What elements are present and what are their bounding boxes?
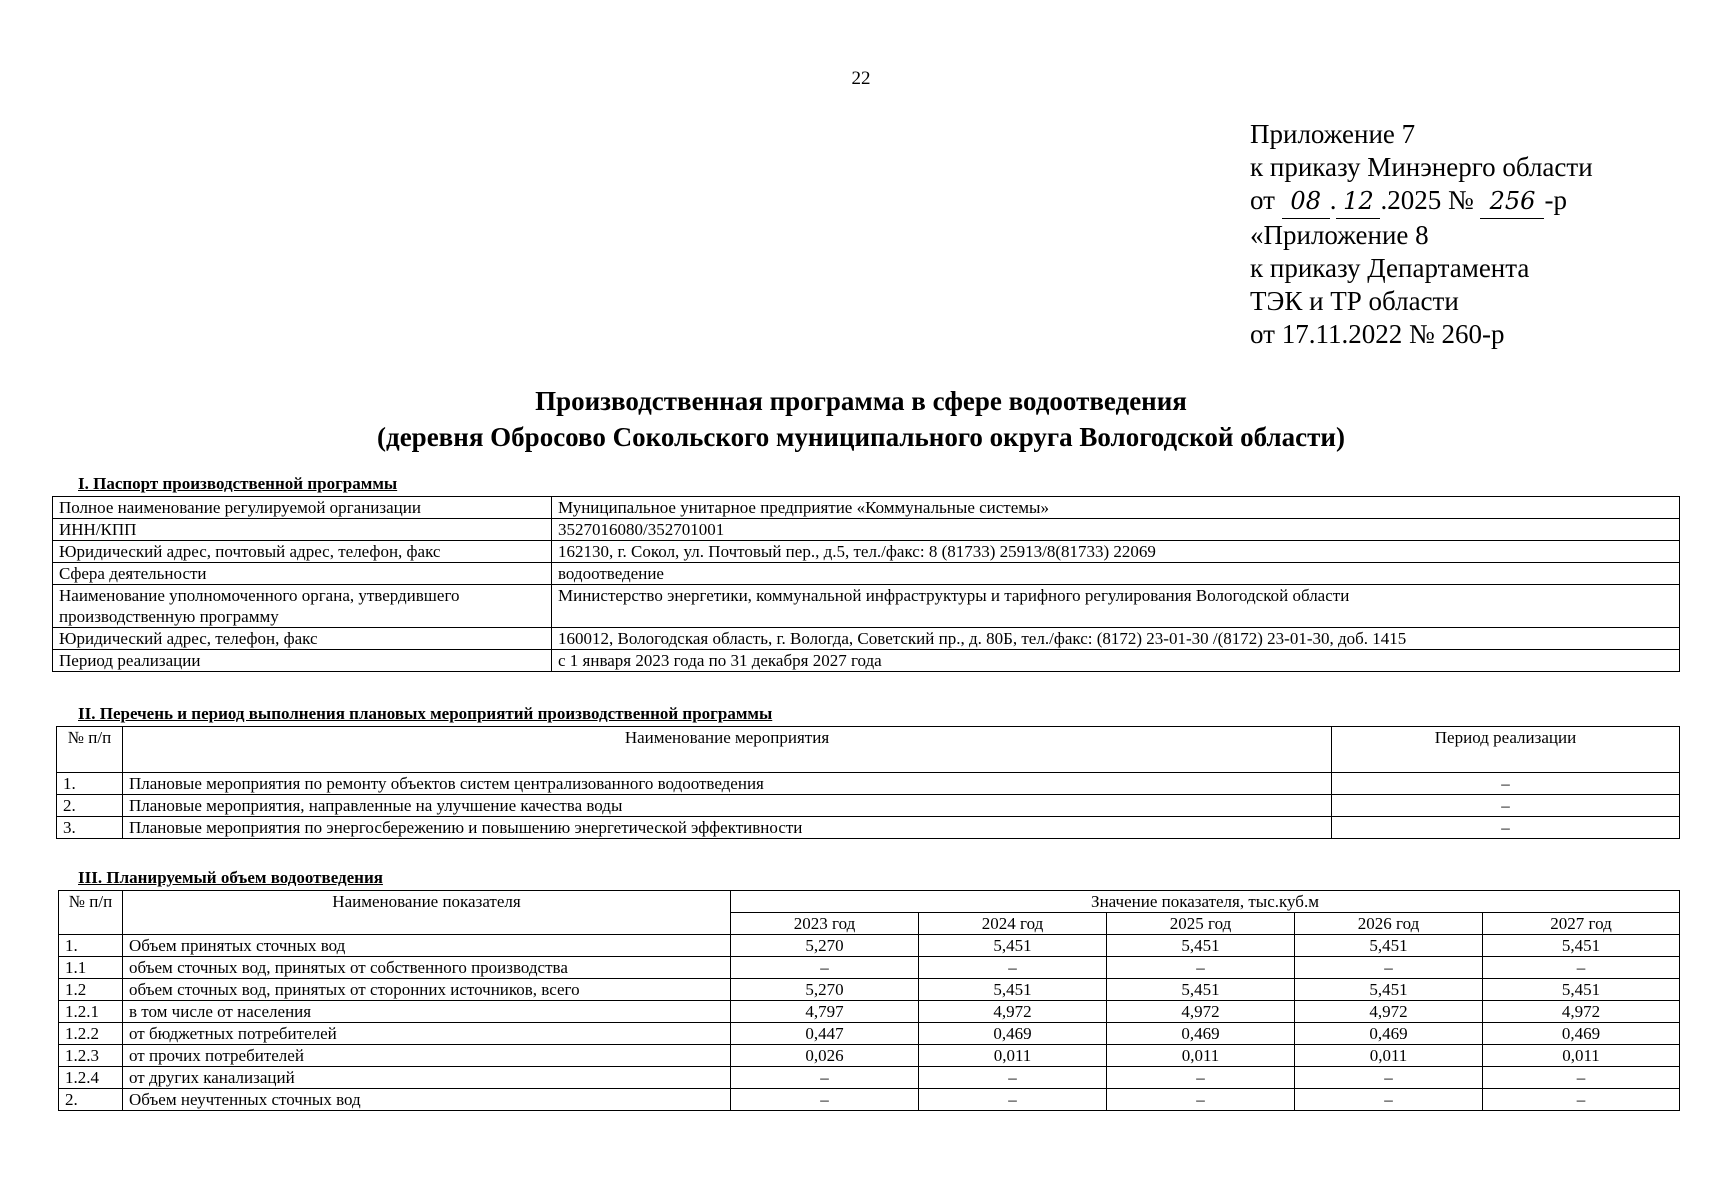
year-header: 2027 год: [1483, 913, 1680, 935]
volume-value: –: [1483, 957, 1680, 979]
volume-name: объем сточных вод, принятых от сторонних источников, всего: [123, 979, 731, 1001]
passport-value: водоотведение: [552, 563, 1680, 585]
passport-row: [53, 497, 1680, 519]
volume-value: 5,451: [1107, 979, 1295, 1001]
passport-label: Сфера деятельности: [53, 563, 552, 585]
passport-label: Юридический адрес, почтовый адрес, телефон, факс: [53, 541, 552, 563]
volume-value: –: [1107, 957, 1295, 979]
volume-value: 0,026: [731, 1045, 919, 1067]
appendix-date-prefix: от: [1250, 185, 1275, 215]
volume-value: –: [919, 1067, 1107, 1089]
year-header: 2024 год: [919, 913, 1107, 935]
plan-num: 1.: [57, 773, 123, 795]
passport-value: 162130, г. Сокол, ул. Почтовый пер., д.5, тел./факс: 8 (81733) 25913/8(81733) 22069: [552, 541, 1680, 563]
volume-value: 4,972: [1295, 1001, 1483, 1023]
volume-row: [59, 1089, 1680, 1111]
plan-col-period: Период реализации: [1332, 727, 1680, 773]
page-number: 22: [851, 68, 871, 89]
volume-value: 0,469: [1107, 1023, 1295, 1045]
volume-name: от прочих потребителей: [123, 1045, 731, 1067]
plan-row: [57, 773, 1680, 795]
plan-period: –: [1332, 773, 1680, 795]
volume-num: 1.1: [59, 957, 123, 979]
passport-row: [53, 585, 1680, 628]
appendix-line-6: ТЭК и ТР области: [1250, 286, 1459, 316]
passport-heading: I. Паспорт производственной программы: [78, 474, 398, 493]
volume-num: 1.2.4: [59, 1067, 123, 1089]
plan-period: –: [1332, 817, 1680, 839]
plan-period: –: [1332, 795, 1680, 817]
passport-value: Министерство энергетики, коммунальной инфраструктуры и тарифного регулирования Вологодской области: [552, 585, 1680, 628]
volume-name: от других канализаций: [123, 1067, 731, 1089]
appendix-block: [1250, 118, 1593, 351]
volume-col-num: № п/п: [59, 891, 123, 935]
volume-table: [58, 890, 1680, 1111]
passport-row: [53, 541, 1680, 563]
volume-value: 0,469: [1295, 1023, 1483, 1045]
plan-row: [57, 817, 1680, 839]
volume-value: –: [919, 1089, 1107, 1111]
volume-num: 1.2: [59, 979, 123, 1001]
volume-value: 0,469: [1483, 1023, 1680, 1045]
volume-value: –: [731, 1067, 919, 1089]
passport-row: [53, 628, 1680, 650]
passport-row: [53, 519, 1680, 541]
year-header: 2025 год: [1107, 913, 1295, 935]
volume-value: –: [1107, 1089, 1295, 1111]
appendix-line-3: от 08 . 12 .2025 № 256 -р: [1250, 184, 1593, 219]
volume-value: 0,011: [1483, 1045, 1680, 1067]
volume-name: Объем принятых сточных вод: [123, 935, 731, 957]
volume-row: [59, 957, 1680, 979]
volume-name: в том числе от населения: [123, 1001, 731, 1023]
appendix-line-2: к приказу Минэнерго области: [1250, 152, 1593, 182]
appendix-number-suffix: -р: [1544, 185, 1567, 215]
volume-value: 0,447: [731, 1023, 919, 1045]
volume-value: 5,270: [731, 935, 919, 957]
passport-label: Период реализации: [53, 650, 552, 672]
volume-name: от бюджетных потребителей: [123, 1023, 731, 1045]
volume-value: –: [1483, 1089, 1680, 1111]
volume-value: 4,972: [919, 1001, 1107, 1023]
appendix-year: .2025 №: [1380, 185, 1474, 215]
volume-value: 5,270: [731, 979, 919, 1001]
handwritten-day: 08: [1282, 185, 1330, 219]
volume-value: 4,972: [1107, 1001, 1295, 1023]
year-header: 2026 год: [1295, 913, 1483, 935]
document-title: Производственная программа в сфере водоотведения: [535, 386, 1187, 416]
volume-value: –: [731, 1089, 919, 1111]
volume-num: 2.: [59, 1089, 123, 1111]
volume-value: 5,451: [1483, 979, 1680, 1001]
appendix-line-5: к приказу Департамента: [1250, 253, 1530, 283]
plan-col-name: Наименование мероприятия: [123, 727, 1332, 773]
plan-col-num: № п/п: [57, 727, 123, 773]
volume-row: [59, 1067, 1680, 1089]
volume-value: 0,469: [919, 1023, 1107, 1045]
year-header: 2023 год: [731, 913, 919, 935]
plan-num: 3.: [57, 817, 123, 839]
appendix-line-7: от 17.11.2022 № 260-р: [1250, 319, 1505, 349]
passport-value: 3527016080/352701001: [552, 519, 1680, 541]
plan-name: Плановые мероприятия по ремонту объектов систем централизованного водоотведения: [123, 773, 1332, 795]
volume-row: [59, 1045, 1680, 1067]
handwritten-month: 12: [1336, 185, 1380, 219]
volume-name: Объем неучтенных сточных вод: [123, 1089, 731, 1111]
volume-value: –: [1295, 957, 1483, 979]
plan-num: 2.: [57, 795, 123, 817]
passport-value: Муниципальное унитарное предприятие «Коммунальные системы»: [552, 497, 1680, 519]
volume-col-name: Наименование показателя: [123, 891, 731, 935]
document-subtitle: (деревня Обросово Сокольского муниципального округа Вологодской области): [377, 422, 1345, 452]
volume-value: 5,451: [1295, 935, 1483, 957]
volume-name: объем сточных вод, принятых от собственного производства: [123, 957, 731, 979]
volume-value: –: [1483, 1067, 1680, 1089]
volume-value: 0,011: [1107, 1045, 1295, 1067]
passport-row: [53, 650, 1680, 672]
plan-name: Плановые мероприятия по энергосбережению и повышению энергетической эффективности: [123, 817, 1332, 839]
passport-row: [53, 563, 1680, 585]
volume-row: [59, 1001, 1680, 1023]
plan-row: [57, 795, 1680, 817]
plan-heading: II. Перечень и период выполнения плановых мероприятий производственной программы: [78, 704, 773, 723]
passport-value: с 1 января 2023 года по 31 декабря 2027 года: [552, 650, 1680, 672]
volume-row: [59, 1023, 1680, 1045]
plan-name: Плановые мероприятия, направленные на улучшение качества воды: [123, 795, 1332, 817]
volume-value: 4,797: [731, 1001, 919, 1023]
volume-value: 5,451: [1295, 979, 1483, 1001]
volume-value: 5,451: [1483, 935, 1680, 957]
passport-label: Наименование уполномоченного органа, утвердившего производственную программу: [53, 585, 552, 628]
appendix-line-1: Приложение 7: [1250, 119, 1416, 149]
volume-num: 1.2.1: [59, 1001, 123, 1023]
volume-row: [59, 979, 1680, 1001]
volume-value: 5,451: [919, 979, 1107, 1001]
plan-table: [56, 726, 1680, 839]
passport-label: Юридический адрес, телефон, факс: [53, 628, 552, 650]
volume-value: 0,011: [919, 1045, 1107, 1067]
volume-heading: III. Планируемый объем водоотведения: [78, 868, 383, 887]
passport-table: [52, 496, 1680, 672]
volume-value: –: [919, 957, 1107, 979]
passport-value: 160012, Вологодская область, г. Вологда, Советский пр., д. 80Б, тел./факс: (8172) 23-01-30 /(8172) 23-01-30, доб. 1415: [552, 628, 1680, 650]
volume-num: 1.: [59, 935, 123, 957]
volume-value: –: [1295, 1089, 1483, 1111]
volume-value: 4,972: [1483, 1001, 1680, 1023]
volume-value: 0,011: [1295, 1045, 1483, 1067]
volume-value: 5,451: [1107, 935, 1295, 957]
passport-label: Полное наименование регулируемой организации: [53, 497, 552, 519]
volume-row: [59, 935, 1680, 957]
volume-col-values: Значение показателя, тыс.куб.м: [731, 891, 1680, 913]
appendix-line-4: «Приложение 8: [1250, 220, 1429, 250]
volume-value: –: [1295, 1067, 1483, 1089]
volume-value: –: [1107, 1067, 1295, 1089]
volume-value: 5,451: [919, 935, 1107, 957]
volume-num: 1.2.2: [59, 1023, 123, 1045]
handwritten-number: 256: [1480, 185, 1544, 219]
volume-num: 1.2.3: [59, 1045, 123, 1067]
volume-value: –: [731, 957, 919, 979]
passport-label: ИНН/КПП: [53, 519, 552, 541]
